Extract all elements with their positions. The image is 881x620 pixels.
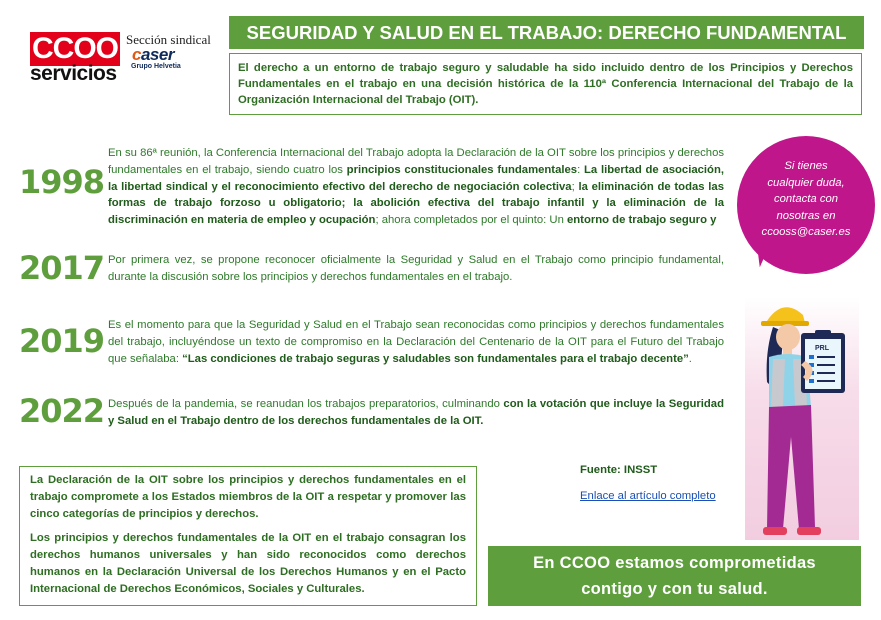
caser-logo bbox=[132, 45, 174, 65]
y1998-t4: ; ahora completados por el quinto: Un bbox=[375, 214, 567, 227]
y2019-text: Es el momento para que la Seguridad y Salud en el Trabajo sean reconocidas como principios y derechos fundamentales del trabajo, incluyéndose un texto de compromiso en la Declaración del Centenario de la OIT para el Futuro del Trabajo que señalaba: bbox=[108, 319, 724, 365]
ccoo-caser-logo bbox=[30, 30, 220, 90]
y1998-b4: entorno de trabajo seguro y bbox=[567, 214, 717, 227]
bubble-line-2: cualquier duda, bbox=[767, 176, 845, 189]
caser-logo-rest: aser bbox=[140, 45, 174, 64]
year-2019: 2019 bbox=[19, 322, 105, 360]
grupo-helvetia-label: Grupo Helvetia bbox=[131, 63, 181, 70]
y2022-bold: con la votación que incluye la Seguridad y Salud en el Trabajo dentro de los derechos fundamentales de la OIT. bbox=[108, 398, 724, 427]
year-2022: 2022 bbox=[19, 392, 105, 430]
year-2017: 2017 bbox=[19, 249, 105, 287]
full-article-link[interactable]: Enlace al artículo completo bbox=[580, 490, 716, 502]
y2022-text: Después de la pandemia, se reanudan los trabajos preparatorios, culminando bbox=[108, 398, 504, 410]
caser-logo-accent: c bbox=[132, 45, 141, 64]
y2019-bold: “Las condiciones de trabajo seguras y saludables son fundamentales para el trabajo decente” bbox=[182, 352, 689, 365]
clipboard-label: PRL bbox=[815, 345, 829, 352]
bubble-line-3: contacta con bbox=[773, 193, 839, 205]
worker-illustration bbox=[745, 297, 859, 540]
intro-paragraph: El derecho a un entorno de trabajo seguro y saludable ha sido incluido dentro de los Principios y Derechos Fundamentales en el trabajo en una decisión histórica de la 110ª Conferencia Internacional del Trabajo de la Organización Internacional del Trabajo (OIT). bbox=[229, 53, 862, 115]
seccion-sindical-label: Sección sindical bbox=[126, 32, 211, 47]
ccoo-logo-mark: CCOO bbox=[32, 32, 118, 65]
worker-with-clipboard-icon bbox=[745, 297, 859, 540]
declaration-box bbox=[19, 466, 477, 606]
y1998-b1: principios constitucionales fundamentales bbox=[346, 163, 578, 176]
contact-bubble bbox=[737, 136, 875, 274]
footer-banner bbox=[488, 546, 861, 606]
source-label: Fuente: INSST bbox=[580, 464, 658, 476]
year-1998: 1998 bbox=[19, 163, 105, 201]
declaration-paragraph-2: Los principios y derechos fundamentales de la OIT en el trabajo consagran los derechos humanos universales y han sido reconocidos como derechos humanos en la Declaración Universal de los Derechos Humanos y en el Pacto Internacional de Derechos Económicos, Sociales y Culturales. bbox=[30, 532, 466, 595]
servicios-wordmark: servicios bbox=[30, 62, 117, 85]
y1998-b2: La libertad de asociación, la libertad sindical y el reconocimiento efectivo del derecho de negociación colectiva bbox=[108, 163, 724, 193]
page-title: SEGURIDAD Y SALUD EN EL TRABAJO: DERECHO FUNDAMENTAL bbox=[229, 16, 864, 49]
declaration-paragraph-1: La Declaración de la OIT sobre los principios y derechos fundamentales en el trabajo compromete a los Estados miembros de la OIT a respetar y promover las cinco categorías de principios y derechos. bbox=[30, 474, 466, 520]
footer-line-1: En CCOO estamos comprometidas bbox=[533, 554, 816, 572]
y2019-end: . bbox=[688, 352, 692, 365]
contact-email[interactable]: ccooss@caser.es bbox=[761, 226, 851, 238]
year-2022-text bbox=[108, 396, 724, 430]
bubble-line-4: nosotras en bbox=[776, 209, 836, 222]
y1998-t3: ; bbox=[571, 180, 579, 193]
bubble-line-1: Si tienes bbox=[784, 160, 828, 172]
y1998-t1: En su 86ª reunión, la Conferencia Internacional del Trabajo adopta la Declaración de la OIT sobre los principios y derechos fundamentales en el trabajo, siendo cuatro los bbox=[108, 147, 724, 176]
y1998-b3: la eliminación de todas las formas de trabajo forzoso u obligatorio; la abolición efectiva del trabajo infantil y la eliminación de la discriminación en materia de empleo y ocupación bbox=[108, 180, 724, 227]
footer-line-2: contigo y con tu salud. bbox=[581, 580, 768, 598]
year-2017-text: Por primera vez, se propone reconocer oficialmente la Seguridad y Salud en el Trabajo como principio fundamental, durante la discusión sobre los principios y derechos fundamentales en el trabajo. bbox=[108, 254, 724, 283]
y1998-t2: : bbox=[577, 163, 584, 176]
year-1998-text bbox=[108, 145, 724, 229]
year-2019-text bbox=[108, 317, 724, 367]
